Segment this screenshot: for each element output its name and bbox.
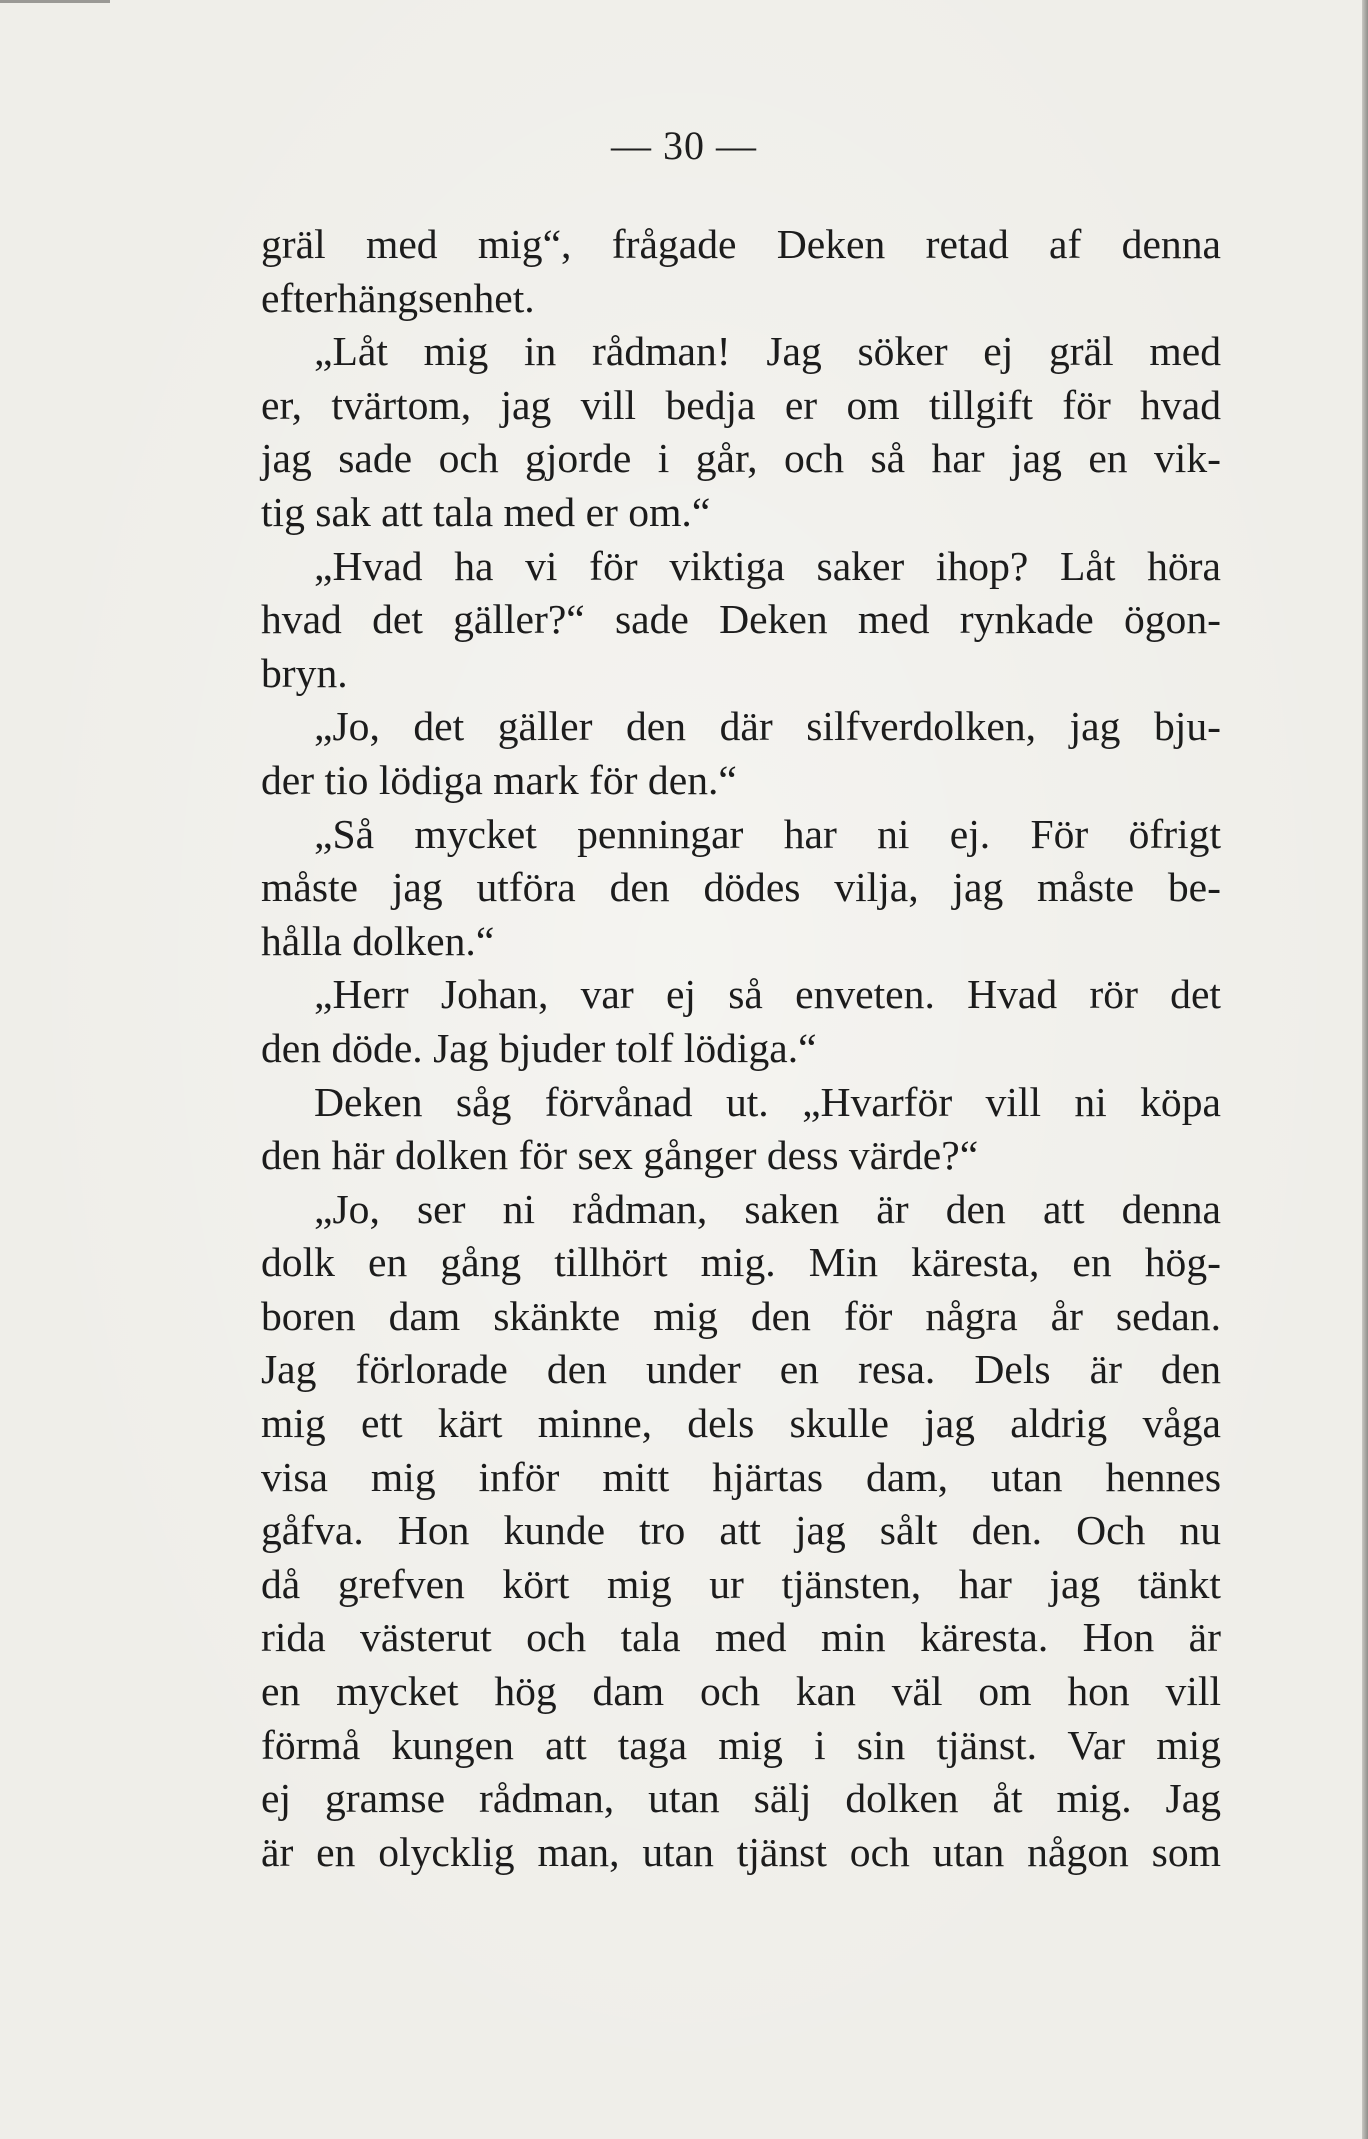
page-number: — 30 — (611, 123, 757, 168)
text-line: bryn. (261, 649, 348, 696)
text-line: då grefven kört mig ur tjänsten, har jag tänkt (261, 1560, 1221, 1607)
text-line: jag sade och gjorde i går, och så har jag en vik- (261, 435, 1221, 482)
text-line: tig sak att tala med er om.“ (261, 488, 711, 535)
text-line: hvad det gäller?“ sade Deken med rynkade ögon- (261, 596, 1221, 643)
text-line: måste jag utföra den dödes vilja, jag måste be- (261, 864, 1221, 911)
text-line: er, tvärtom, jag vill bedja er om tillgift för hvad (261, 381, 1221, 428)
text-line: rida västerut och tala med min käresta. Hon är (261, 1614, 1221, 1661)
text-line: den här dolken för sex gånger dess värde?“ (261, 1132, 979, 1179)
text-line: en mycket hög dam och kan väl om hon vill (261, 1668, 1221, 1715)
text-line: gåfva. Hon kunde tro att jag sålt den. Och nu (261, 1507, 1221, 1554)
text-line: „Herr Johan, var ej så enveten. Hvad rör det (314, 971, 1221, 1018)
text-line: „Jo, ser ni rådman, saken är den att denna (314, 1185, 1221, 1232)
text-line: „Låt mig in rådman! Jag söker ej gräl med (314, 328, 1221, 375)
body-text (261, 218, 1221, 1879)
text-line: visa mig inför mitt hjärtas dam, utan hennes (261, 1453, 1221, 1500)
text-line: dolk en gång tillhört mig. Min käresta, en hög- (261, 1239, 1221, 1286)
text-line: „Hvad ha vi för viktiga saker ihop? Låt höra (314, 542, 1221, 589)
text-line: der tio lödiga mark för den.“ (261, 756, 737, 803)
text-line: ej gramse rådman, utan sälj dolken åt mig. Jag (261, 1775, 1221, 1822)
text-line: „Jo, det gäller den där silfverdolken, jag bju- (314, 703, 1221, 750)
text-line: efterhängsenhet. (261, 274, 535, 321)
text-line: förmå kungen att taga mig i sin tjänst. Var mig (261, 1721, 1221, 1768)
text-line: Jag förlorade den under en resa. Dels är den (261, 1346, 1221, 1393)
text-line: „Så mycket penningar har ni ej. För öfrigt (314, 810, 1221, 857)
text-line: Deken såg förvånad ut. „Hvarför vill ni köpa (314, 1078, 1221, 1125)
text-line: den döde. Jag bjuder tolf lödiga.“ (261, 1024, 817, 1071)
text-line: är en olycklig man, utan tjänst och utan någon som (261, 1828, 1221, 1875)
text-line: gräl med mig“, frågade Deken retad af denna (261, 221, 1221, 267)
page-edge-top (0, 0, 110, 3)
page-edge-right (1362, 0, 1368, 2139)
text-line: boren dam skänkte mig den för några år sedan. (261, 1292, 1221, 1339)
text-line: hålla dolken.“ (261, 917, 495, 964)
text-line: mig ett kärt minne, dels skulle jag aldrig våga (261, 1400, 1221, 1447)
